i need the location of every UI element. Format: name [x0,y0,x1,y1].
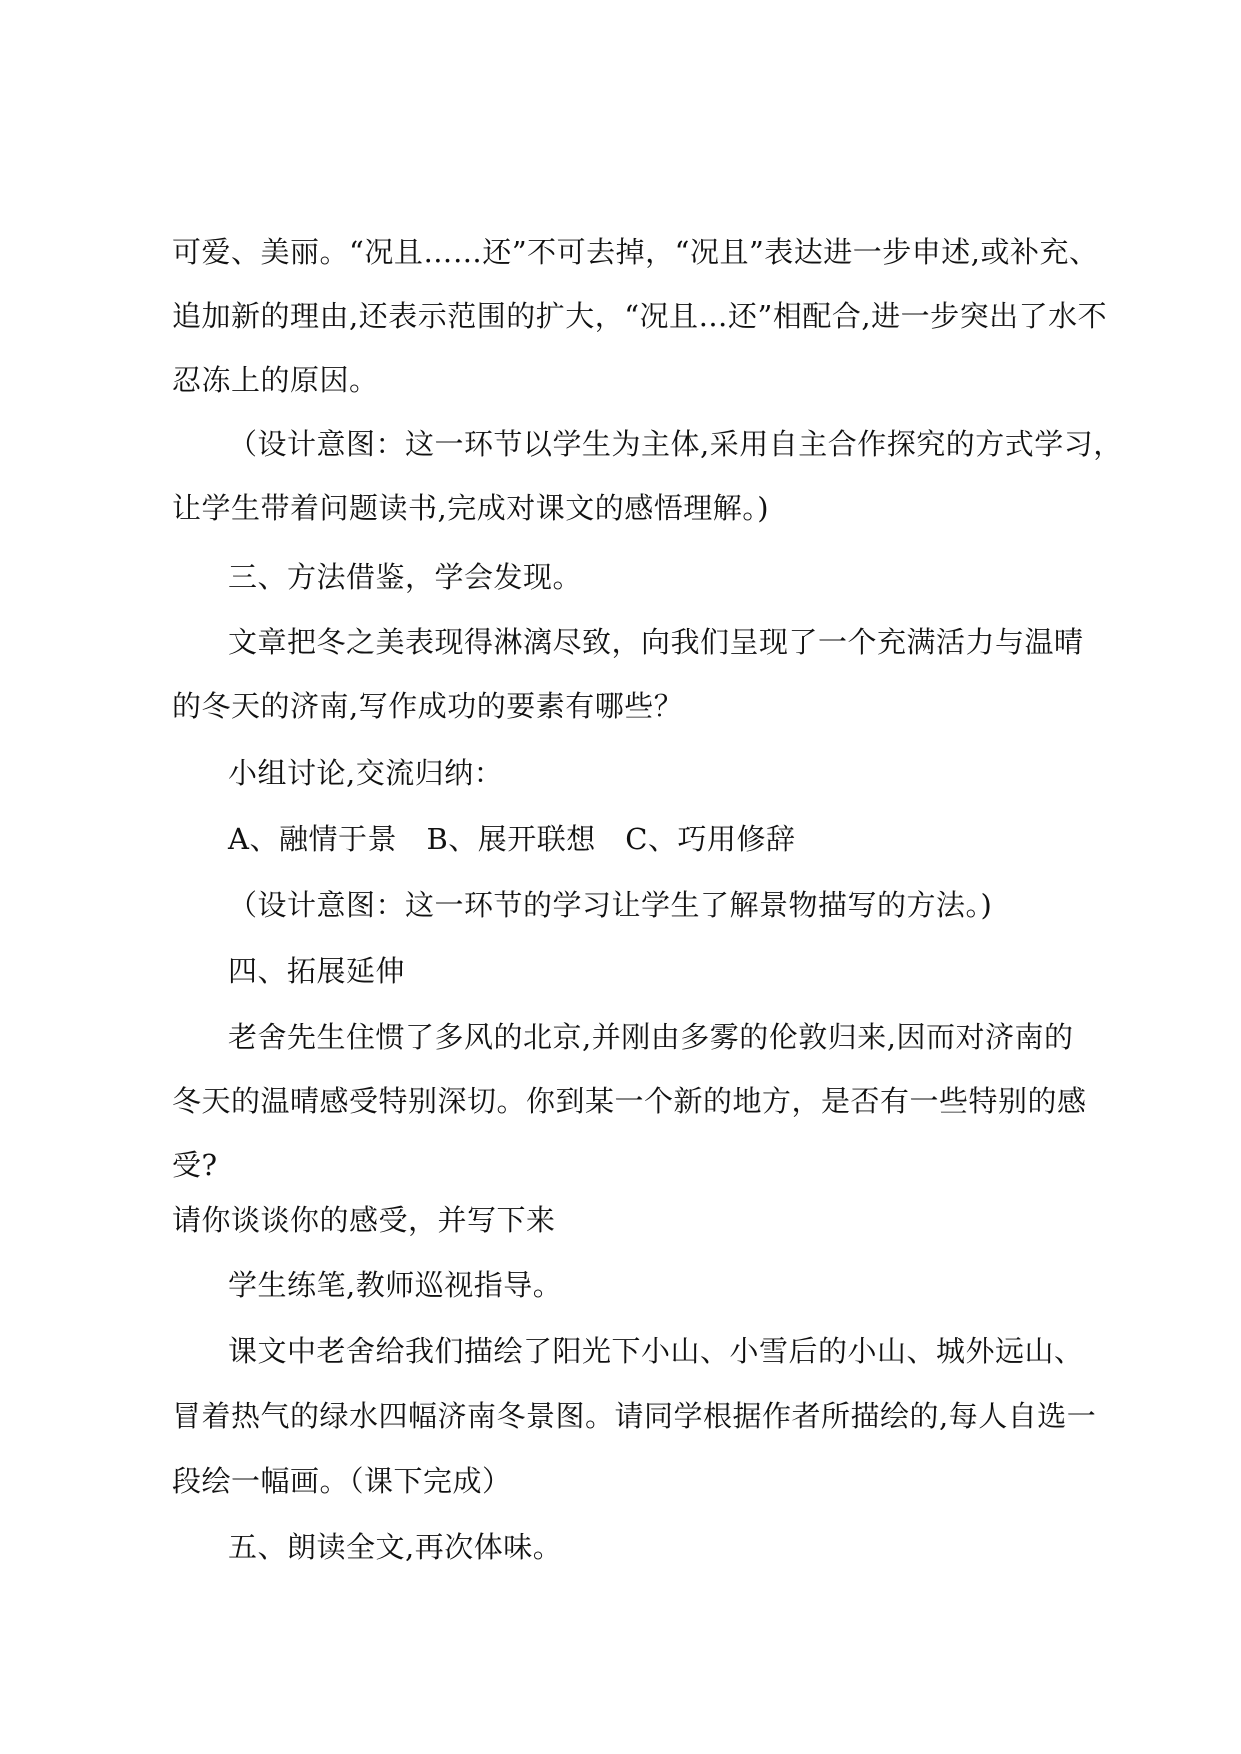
section-heading: 四、拓展延伸 [228,954,406,988]
body-text-line: 小组讨论,交流归纳： [228,756,504,790]
body-text-line: A、融情于景 B、展开联想 C、巧用修辞 [228,822,796,856]
body-text-line: 受? [172,1148,218,1182]
body-text-line: 段绘一幅画。（课下完成） [172,1464,512,1498]
body-text-line: 忍冻上的原因。 [172,363,379,397]
section-heading: 五、朗读全文,再次体味。 [228,1530,563,1564]
body-text-line: 课文中老舍给我们描绘了阳光下小山、小雪后的小山、城外远山、 [228,1334,1084,1368]
body-text-line: 冒着热气的绿水四幅济南冬景图。请同学根据作者所描绘的,每人自选一 [172,1399,1097,1433]
body-text-line: 让学生带着问题读书,完成对课文的感悟理解。) [172,491,770,525]
body-text-line: （设计意图：这一环节的学习让学生了解景物描写的方法。) [228,888,993,922]
body-text-line: 老舍先生住惯了多风的北京,并刚由多雾的伦敦归来,因而对济南的 [228,1020,1074,1054]
body-text-line: 追加新的理由,还表示范围的扩大，“况且…还”相配合,进一步突出了水不 [172,299,1108,333]
body-text-line: 文章把冬之美表现得淋漓尽致，向我们呈现了一个充满活力与温晴 [228,625,1084,659]
body-text-line: 冬天的温晴感受特别深切。你到某一个新的地方，是否有一些特别的感 [172,1084,1087,1118]
body-text-line: （设计意图：这一环节以学生为主体,采用自主合作探究的方式学习， [228,427,1123,461]
body-text-line: 学生练笔,教师巡视指导。 [228,1268,563,1302]
body-text-line: 的冬天的济南,写作成功的要素有哪些？ [172,689,684,723]
section-heading: 三、方法借鉴，学会发现。 [228,560,583,594]
body-text-line: 可爱、美丽。“况且……还”不可去掉，“况且”表达进一步申述,或补充、 [172,235,1099,269]
body-text-line: 请你谈谈你的感受，并写下来 [172,1203,556,1237]
